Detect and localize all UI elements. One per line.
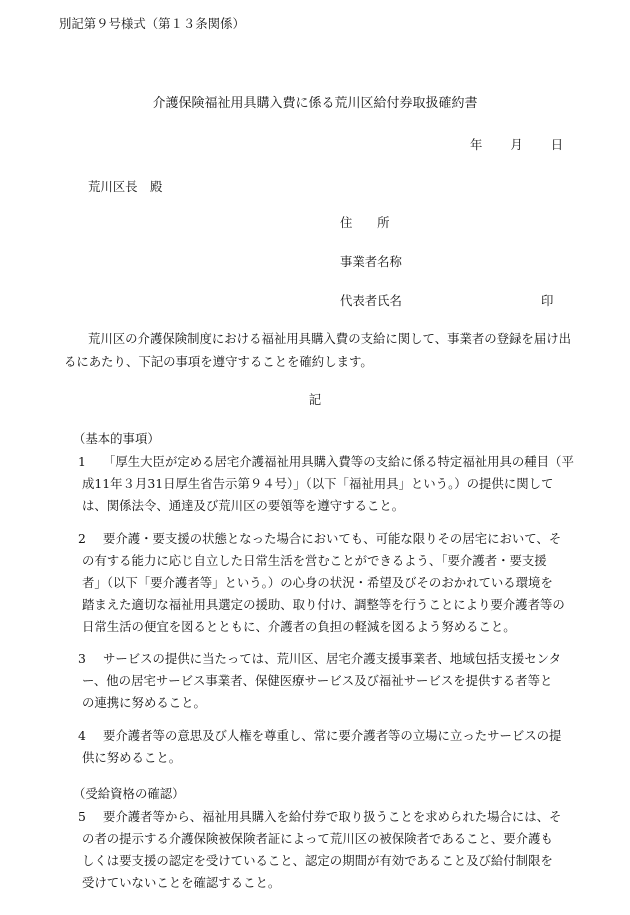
- addressee: 荒川区長 殿: [88, 179, 163, 194]
- item-line: は、関係法令、通達及び荒川区の要領等を遵守すること。: [82, 498, 405, 513]
- item-line: 要介護・要支援の状態となった場合においても、可能な限りその居宅において、そ: [103, 531, 562, 546]
- item-line: 受けていないことを確認すること。: [82, 875, 281, 890]
- item-line: しくは要支援の認定を受けていること、認定の期間が有効であること及び給付制限を: [82, 853, 553, 868]
- item-line: の連携に努めること。: [82, 695, 206, 710]
- date-day: 日: [550, 137, 564, 152]
- item-line: の有する能力に応じ自立した日常生活を営むことができるよう、「要介護者・要支援: [82, 553, 547, 568]
- item-3: [64, 648, 574, 714]
- item-number: 5: [78, 809, 86, 824]
- item-line: 「厚生大臣が定める居宅介護福祉用具購入費等の支給に係る特定福祉用具の種目（平: [103, 454, 574, 469]
- item-line: 要介護者等の意思及び人権を尊重し、常に要介護者等の立場に立ったサービスの提: [103, 728, 562, 743]
- item-2: [64, 528, 574, 638]
- address-label: 住 所: [340, 215, 390, 230]
- item-4: [64, 725, 574, 769]
- item-line: サービスの提供に当たっては、荒川区、居宅介護支援事業者、地域包括支援センタ: [103, 651, 561, 666]
- item-line: の者の提示する介護保険被保険者証によって荒川区の被保険者であること、要介護も: [82, 831, 553, 846]
- date-line: [470, 135, 563, 154]
- item-1: [64, 451, 574, 517]
- intro-paragraph: [64, 327, 571, 373]
- document-title: 介護保険福祉用具購入費に係る荒川区給付券取扱確約書: [152, 96, 478, 111]
- section-heading-basic: （基本的事項）: [73, 431, 160, 446]
- item-number: 2: [78, 531, 86, 546]
- item-line: 踏まえた適切な福祉用具選定の援助、取り付け、調整等を行うことにより要介護者等の: [82, 597, 565, 612]
- business-name-label: 事業者名称: [340, 254, 402, 269]
- ki-heading: 記: [308, 392, 322, 407]
- section-heading-eligibility: （受給資格の確認）: [73, 786, 185, 801]
- item-number: 3: [78, 651, 86, 666]
- item-line: 供に努めること。: [82, 750, 182, 765]
- item-5: [64, 806, 574, 894]
- item-number: 4: [78, 728, 86, 743]
- item-line: 日常生活の便宜を図るとともに、介護者の負担の軽減を図るよう努めること。: [82, 619, 516, 634]
- item-line: ー、他の居宅サービス事業者、保健医療サービス及び福祉サービスを提供する者等と: [82, 673, 553, 688]
- item-line: 要介護者等から、福祉用具購入を給付券で取り扱うことを求められた場合には、そ: [103, 809, 562, 824]
- date-month: 月: [510, 137, 523, 152]
- representative-label: 代表者氏名: [340, 293, 402, 308]
- item-line: 成11年３月31日厚生省告示第９４号）」（以下「福祉用具」という。）の提供に関して: [82, 476, 554, 491]
- seal-mark: 印: [541, 293, 554, 308]
- item-line: 者」（以下「要介護者等」という。）の心身の状況・希望及びそのおかれている環境を: [82, 575, 553, 590]
- date-year: 年: [470, 137, 483, 152]
- intro-line: 荒川区の介護保険制度における福祉用具購入費の支給に関して、事業者の登録を届け出: [88, 331, 571, 346]
- intro-line: るにあたり、下記の事項を遵守することを確約します。: [64, 354, 373, 369]
- form-number: 別記第９号様式（第１３条関係）: [59, 16, 245, 31]
- item-number: 1: [78, 454, 86, 469]
